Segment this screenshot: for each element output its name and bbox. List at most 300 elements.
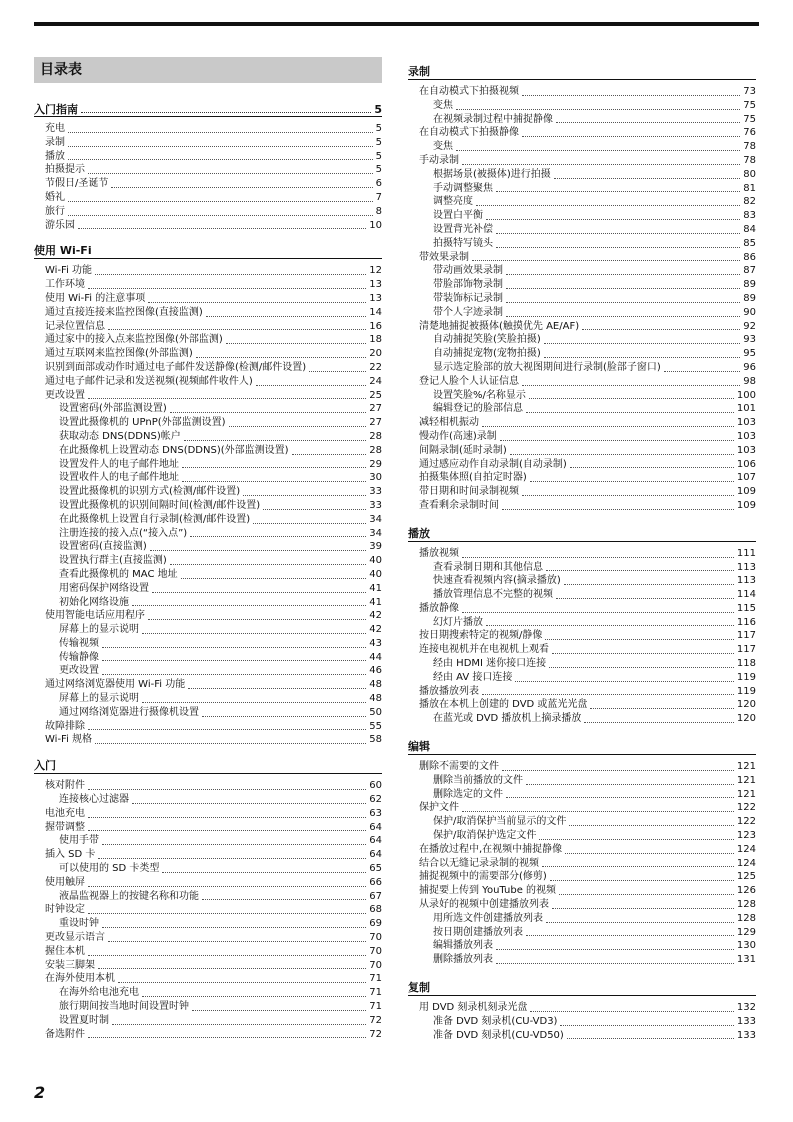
toc-section-heading[interactable] xyxy=(408,740,756,755)
toc-subentry[interactable] xyxy=(408,926,756,940)
entry-page: 33 xyxy=(369,486,382,498)
dot-leader xyxy=(142,701,366,703)
toc-entry[interactable] xyxy=(34,389,382,403)
entry-title: 播放 xyxy=(45,150,65,162)
entry-page: 117 xyxy=(736,644,756,656)
toc-entry[interactable] xyxy=(408,85,756,99)
entry-page: 64 xyxy=(369,835,382,847)
toc-entry[interactable] xyxy=(408,1001,756,1015)
toc-entry[interactable] xyxy=(34,219,382,233)
entry-page: 107 xyxy=(736,472,756,484)
toc-subentry[interactable] xyxy=(408,657,756,671)
toc-subentry[interactable] xyxy=(408,347,756,361)
toc-subentry[interactable] xyxy=(408,292,756,306)
toc-entry[interactable] xyxy=(34,876,382,890)
dot-leader xyxy=(102,673,366,675)
toc-section-heading[interactable] xyxy=(34,102,382,117)
entry-page: 27 xyxy=(369,417,382,429)
toc-subentry[interactable] xyxy=(408,671,756,685)
toc-subentry[interactable] xyxy=(34,402,382,416)
toc-section xyxy=(34,102,382,232)
entry-page: 81 xyxy=(743,182,756,194)
toc-entry[interactable] xyxy=(408,320,756,334)
dot-leader xyxy=(170,411,366,413)
dot-leader xyxy=(522,135,740,137)
toc-entry[interactable] xyxy=(408,547,756,561)
dot-leader xyxy=(590,707,733,709)
entry-page: 130 xyxy=(736,940,756,952)
toc-entry[interactable] xyxy=(408,629,756,643)
entry-page: 13 xyxy=(369,292,382,304)
toc-subentry[interactable] xyxy=(408,1015,756,1029)
entry-page: 5 xyxy=(375,150,382,162)
toc-subentry[interactable] xyxy=(408,209,756,223)
toc-section xyxy=(34,244,382,747)
entry-title: Wi-Fi 规格 xyxy=(45,734,93,746)
dot-leader xyxy=(142,995,366,997)
toc-subentry[interactable] xyxy=(34,540,382,554)
entry-title: 删除不需要的文件 xyxy=(419,761,499,773)
toc-subentry[interactable] xyxy=(34,444,382,458)
toc-entry[interactable] xyxy=(34,361,382,375)
toc-entry[interactable] xyxy=(34,972,382,986)
dot-leader xyxy=(88,287,366,289)
entry-title: 设置笑脸%/名称显示 xyxy=(433,389,526,401)
dot-leader xyxy=(108,940,366,942)
entry-title: 变焦 xyxy=(433,141,453,153)
entry-title: 调整亮度 xyxy=(433,196,473,208)
dot-leader xyxy=(148,618,366,620)
entry-page: 48 xyxy=(369,679,382,691)
entry-title: 带脸部饰物录制 xyxy=(433,279,503,291)
toc-entry[interactable] xyxy=(34,191,382,205)
toc-section xyxy=(408,981,756,1042)
toc-entry[interactable] xyxy=(34,333,382,347)
entry-page: 128 xyxy=(736,899,756,911)
toc-subentry[interactable] xyxy=(34,793,382,807)
entry-page: 80 xyxy=(743,168,756,180)
entry-title: 在播放过程中,在视频中捕捉静像 xyxy=(419,843,563,855)
entry-title: 在蓝光或 DVD 播放机上摘录播放 xyxy=(433,713,582,725)
toc-entry[interactable] xyxy=(34,278,382,292)
toc-subentry[interactable] xyxy=(408,113,756,127)
entry-page: 96 xyxy=(743,361,756,373)
entry-page: 115 xyxy=(736,602,756,614)
toc-entry[interactable] xyxy=(34,720,382,734)
toc-entry[interactable] xyxy=(408,870,756,884)
toc-entry[interactable] xyxy=(34,292,382,306)
dot-leader xyxy=(132,802,366,804)
toc-subentry[interactable] xyxy=(34,862,382,876)
entry-title: 识别到面部或动作时通过电子邮件发送静像(检测/邮件设置) xyxy=(45,361,307,373)
entry-title: Wi-Fi 功能 xyxy=(45,265,93,277)
entry-title: 节假日/圣诞节 xyxy=(45,178,109,190)
toc-entry[interactable] xyxy=(408,444,756,458)
entry-title: 通过网络浏览器进行摄像机设置 xyxy=(59,706,199,718)
entry-title: 自动捕捉宠物(宠物拍摄) xyxy=(433,348,541,360)
entry-title: 减轻相机振动 xyxy=(419,417,479,429)
entry-title: 设置执行群主(直接监测) xyxy=(59,555,167,567)
toc-entry[interactable] xyxy=(408,698,756,712)
entry-title: 慢动作(高速)录制 xyxy=(419,430,497,442)
entry-page: 95 xyxy=(743,348,756,360)
toc-subentry[interactable] xyxy=(408,99,756,113)
toc-entry[interactable] xyxy=(408,685,756,699)
toc-subentry[interactable] xyxy=(34,485,382,499)
entry-title: 设置白平衡 xyxy=(433,210,483,222)
toc-section-heading[interactable] xyxy=(34,244,382,259)
toc-subentry[interactable] xyxy=(34,416,382,430)
entry-page: 71 xyxy=(369,1001,382,1013)
dot-leader xyxy=(544,342,740,344)
toc-subentry[interactable] xyxy=(34,986,382,1000)
dot-leader xyxy=(552,652,734,654)
entry-page: 22 xyxy=(369,361,382,373)
toc-entry[interactable] xyxy=(408,898,756,912)
toc-subentry[interactable] xyxy=(408,278,756,292)
entry-title: 带个人字迹录制 xyxy=(433,306,503,318)
dot-leader xyxy=(462,810,734,812)
toc-entry[interactable] xyxy=(408,643,756,657)
entry-page: 72 xyxy=(369,1028,382,1040)
toc-entry[interactable] xyxy=(408,126,756,140)
toc-subentry[interactable] xyxy=(408,561,756,575)
entry-page: 70 xyxy=(369,932,382,944)
toc-subentry[interactable] xyxy=(34,568,382,582)
entry-title: 旅行期间按当地时间设置时钟 xyxy=(59,1001,189,1013)
toc-entry[interactable] xyxy=(34,264,382,278)
toc-entry[interactable] xyxy=(34,205,382,219)
toc-subentry[interactable] xyxy=(408,574,756,588)
dot-leader xyxy=(88,1036,366,1038)
entry-page: 70 xyxy=(369,945,382,957)
toc-subentry[interactable] xyxy=(34,834,382,848)
entry-page: 58 xyxy=(369,734,382,746)
entry-page: 84 xyxy=(743,223,756,235)
dot-leader xyxy=(567,1037,734,1039)
toc-subentry[interactable] xyxy=(408,788,756,802)
entry-title: 用 DVD 刻录机刻录光盘 xyxy=(419,1002,528,1014)
toc-entry[interactable] xyxy=(408,458,756,472)
toc-entry[interactable] xyxy=(408,843,756,857)
dot-leader xyxy=(496,246,740,248)
section-page: 5 xyxy=(374,103,382,116)
toc-entry[interactable] xyxy=(408,884,756,898)
entry-page: 119 xyxy=(736,671,756,683)
entry-title: 设置发件人的电子邮件地址 xyxy=(59,458,179,470)
dot-leader xyxy=(68,145,373,147)
toc-subentry[interactable] xyxy=(34,582,382,596)
toc-subentry[interactable] xyxy=(408,712,756,726)
entry-page: 67 xyxy=(369,890,382,902)
entry-title: 旅行 xyxy=(45,205,65,217)
toc-subentry[interactable] xyxy=(34,917,382,931)
dot-leader xyxy=(482,425,734,427)
toc-subentry[interactable] xyxy=(408,829,756,843)
toc-subentry[interactable] xyxy=(408,588,756,602)
dot-leader xyxy=(190,535,366,537)
dot-leader xyxy=(530,1010,733,1012)
toc-entry[interactable] xyxy=(34,609,382,623)
entry-page: 85 xyxy=(743,237,756,249)
entry-page: 75 xyxy=(743,113,756,125)
entry-page: 29 xyxy=(369,458,382,470)
toc-entry[interactable] xyxy=(34,136,382,150)
entry-page: 109 xyxy=(736,486,756,498)
entry-title: 更改显示语言 xyxy=(45,932,105,944)
entry-page: 48 xyxy=(369,693,382,705)
entry-page: 46 xyxy=(369,665,382,677)
toc-entry[interactable] xyxy=(34,678,382,692)
toc-subentry[interactable] xyxy=(408,237,756,251)
toc-right-column xyxy=(408,65,756,1042)
toc-section-heading[interactable] xyxy=(408,527,756,542)
entry-title: 录制 xyxy=(45,136,65,148)
entry-page: 131 xyxy=(736,954,756,966)
toc-subentry[interactable] xyxy=(34,513,382,527)
toc-subentry[interactable] xyxy=(34,554,382,568)
entry-title: 设置夏时制 xyxy=(59,1014,109,1026)
dot-leader xyxy=(192,1009,366,1011)
toc-entry[interactable] xyxy=(34,163,382,177)
toc-subentry[interactable] xyxy=(408,168,756,182)
toc-entry[interactable] xyxy=(34,320,382,334)
toc-subentry[interactable] xyxy=(408,1029,756,1043)
dot-leader xyxy=(78,227,366,229)
entry-title: 准备 DVD 刻录机(CU-VD3) xyxy=(433,1015,558,1027)
entry-title: 设置此摄像机的识别方式(检测/邮件设置) xyxy=(59,486,241,498)
entry-title: 备选附件 xyxy=(45,1028,85,1040)
entry-title: 间隔录制(延时录制) xyxy=(419,444,507,456)
toc-entry[interactable] xyxy=(34,1028,382,1042)
entry-title: 用密码保护网络设置 xyxy=(59,582,149,594)
entry-page: 40 xyxy=(369,568,382,580)
toc-subentry[interactable] xyxy=(34,706,382,720)
toc-subentry[interactable] xyxy=(34,692,382,706)
toc-entry[interactable] xyxy=(34,848,382,862)
entry-page: 118 xyxy=(736,658,756,670)
toc-section-heading[interactable] xyxy=(408,65,756,80)
entry-title: 故障排除 xyxy=(45,720,85,732)
dot-leader xyxy=(95,273,366,275)
entry-title: 保护/取消保护当前显示的文件 xyxy=(433,816,567,828)
dot-leader xyxy=(81,111,371,113)
entry-page: 103 xyxy=(736,417,756,429)
toc-subentry[interactable] xyxy=(34,1014,382,1028)
toc-subentry[interactable] xyxy=(408,953,756,967)
entry-page: 123 xyxy=(736,830,756,842)
dot-leader xyxy=(462,556,734,558)
dot-leader xyxy=(506,287,740,289)
entry-title: 更改设置 xyxy=(59,665,99,677)
toc-subentry[interactable] xyxy=(408,389,756,403)
entry-title: 登记人脸个人认证信息 xyxy=(419,375,519,387)
toc-subentry[interactable] xyxy=(34,527,382,541)
toc-section-heading[interactable] xyxy=(34,759,382,774)
toc-entry[interactable] xyxy=(408,485,756,499)
toc-subentry[interactable] xyxy=(408,195,756,209)
entry-title: 保护文件 xyxy=(419,802,459,814)
entry-title: 查看剩余录制时间 xyxy=(419,499,499,511)
toc-entry[interactable] xyxy=(34,903,382,917)
toc-subentry[interactable] xyxy=(34,1000,382,1014)
toc-subentry[interactable] xyxy=(34,651,382,665)
dot-leader xyxy=(102,659,366,661)
entry-title: 拍摄集体照(自拍定时器) xyxy=(419,472,527,484)
toc-entry[interactable] xyxy=(34,306,382,320)
entry-page: 119 xyxy=(736,685,756,697)
toc-subentry[interactable] xyxy=(34,664,382,678)
entry-title: 编辑登记的脸部信息 xyxy=(433,403,523,415)
toc-subentry[interactable] xyxy=(408,912,756,926)
entry-title: 通过网络浏览器使用 Wi-Fi 功能 xyxy=(45,679,186,691)
entry-page: 73 xyxy=(743,86,756,97)
entry-title: 在自动模式下拍摄视频 xyxy=(419,86,519,97)
toc-entry[interactable] xyxy=(34,150,382,164)
dot-leader xyxy=(170,563,366,565)
toc-entry[interactable] xyxy=(34,177,382,191)
entry-page: 126 xyxy=(736,885,756,897)
dot-leader xyxy=(148,301,366,303)
toc-entry[interactable] xyxy=(34,779,382,793)
toc-entry[interactable] xyxy=(408,499,756,513)
entry-page: 133 xyxy=(736,1029,756,1041)
entry-page: 109 xyxy=(736,499,756,511)
dot-leader xyxy=(544,356,740,358)
toc-subentry[interactable] xyxy=(408,939,756,953)
entry-page: 86 xyxy=(743,251,756,263)
toc-entry[interactable] xyxy=(34,807,382,821)
entry-title: 电池充电 xyxy=(45,807,85,819)
toc-entry[interactable] xyxy=(34,347,382,361)
toc-subentry[interactable] xyxy=(408,616,756,630)
entry-title: 设置此摄像机的识别间隔时间(检测/邮件设置) xyxy=(59,499,261,511)
dot-leader xyxy=(182,466,366,468)
toc-entry[interactable] xyxy=(34,945,382,959)
entry-page: 122 xyxy=(736,802,756,814)
toc-subentry[interactable] xyxy=(408,264,756,278)
entry-title: 播放管理信息不完整的视频 xyxy=(433,589,553,601)
entry-title: 充电 xyxy=(45,123,65,134)
toc-entry[interactable] xyxy=(34,375,382,389)
toc-subentry[interactable] xyxy=(34,471,382,485)
dot-leader xyxy=(456,108,740,110)
entry-page: 50 xyxy=(369,706,382,718)
toc-subentry[interactable] xyxy=(34,499,382,513)
entry-page: 92 xyxy=(743,320,756,332)
toc-subentry[interactable] xyxy=(408,361,756,375)
dot-leader xyxy=(506,301,740,303)
toc-entry[interactable] xyxy=(34,959,382,973)
toc-section-heading[interactable] xyxy=(408,981,756,996)
toc-entry[interactable] xyxy=(408,430,756,444)
toc-entry[interactable] xyxy=(34,931,382,945)
entry-page: 69 xyxy=(369,918,382,930)
toc-subentry[interactable] xyxy=(408,182,756,196)
dot-leader xyxy=(472,259,740,261)
toc-entry[interactable] xyxy=(408,602,756,616)
dot-leader xyxy=(253,522,366,524)
entry-page: 124 xyxy=(736,857,756,869)
toc-entry[interactable] xyxy=(408,375,756,389)
toc-subentry[interactable] xyxy=(408,774,756,788)
toc-subentry[interactable] xyxy=(34,596,382,610)
toc-subentry[interactable] xyxy=(34,637,382,651)
toc-entry[interactable] xyxy=(34,733,382,747)
section-title: 入门指南 xyxy=(34,103,78,116)
dot-leader xyxy=(486,624,734,626)
entry-page: 124 xyxy=(736,843,756,855)
toc-subentry[interactable] xyxy=(408,402,756,416)
dot-leader xyxy=(502,508,734,510)
toc-entry[interactable] xyxy=(408,154,756,168)
entry-page: 75 xyxy=(743,99,756,111)
dot-leader xyxy=(162,871,366,873)
dot-leader xyxy=(510,453,734,455)
toc-entry[interactable] xyxy=(34,821,382,835)
entry-page: 6 xyxy=(375,178,382,190)
toc-subentry[interactable] xyxy=(34,623,382,637)
toc-subentry[interactable] xyxy=(408,140,756,154)
dot-leader xyxy=(526,934,734,936)
toc-entry[interactable] xyxy=(408,251,756,265)
toc-subentry[interactable] xyxy=(34,430,382,444)
toc-subentry[interactable] xyxy=(408,333,756,347)
dot-leader xyxy=(88,172,373,174)
dot-leader xyxy=(526,783,734,785)
toc-entry[interactable] xyxy=(408,416,756,430)
toc-subentry[interactable] xyxy=(34,890,382,904)
entry-page: 98 xyxy=(743,375,756,387)
dot-leader xyxy=(486,218,740,220)
entry-page: 90 xyxy=(743,306,756,318)
dot-leader xyxy=(188,687,366,689)
entry-page: 33 xyxy=(369,499,382,511)
dot-leader xyxy=(132,604,366,606)
entry-page: 116 xyxy=(736,616,756,628)
toc-subentry[interactable] xyxy=(408,223,756,237)
entry-title: 准备 DVD 刻录机(CU-VD50) xyxy=(433,1029,564,1041)
toc-entry[interactable] xyxy=(408,760,756,774)
entry-page: 34 xyxy=(369,527,382,539)
dot-leader xyxy=(552,907,734,909)
dot-leader xyxy=(88,885,366,887)
toc-entry[interactable] xyxy=(408,801,756,815)
dot-leader xyxy=(256,384,366,386)
entry-page: 93 xyxy=(743,334,756,346)
toc-subentry[interactable] xyxy=(34,458,382,472)
entry-title: 拍摄特写镜头 xyxy=(433,237,493,249)
dot-leader xyxy=(569,824,734,826)
entry-page: 121 xyxy=(736,761,756,773)
toc-subentry[interactable] xyxy=(408,815,756,829)
entry-page: 42 xyxy=(369,610,382,622)
entry-page: 41 xyxy=(369,582,382,594)
entry-page: 62 xyxy=(369,794,382,806)
entry-title: 设置背光补偿 xyxy=(433,223,493,235)
entry-title: 初始化网络设施 xyxy=(59,596,129,608)
dot-leader xyxy=(554,177,740,179)
toc-subentry[interactable] xyxy=(408,306,756,320)
entry-title: 设置密码(直接监测) xyxy=(59,541,147,553)
entry-title: 通过直接连接来监控图像(直接监测) xyxy=(45,306,203,318)
toc-entry[interactable] xyxy=(34,122,382,136)
toc-entry[interactable] xyxy=(408,471,756,485)
page-number: 2 xyxy=(34,1083,46,1102)
dot-leader xyxy=(68,158,373,160)
toc-entry[interactable] xyxy=(408,857,756,871)
dot-leader xyxy=(263,508,366,510)
